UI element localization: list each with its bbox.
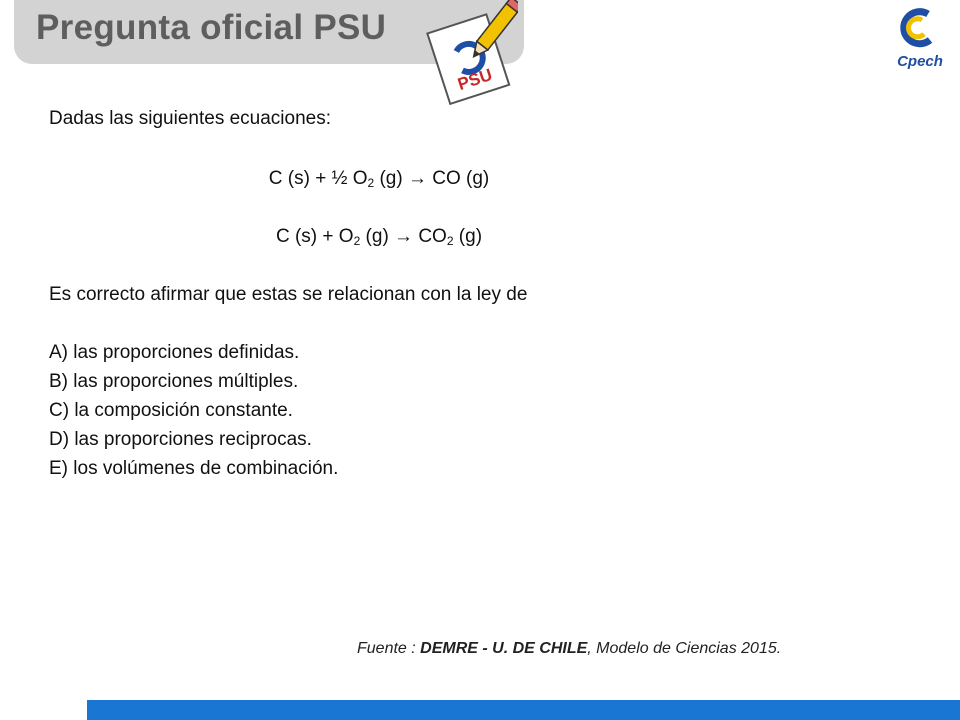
source-prefix: Fuente : xyxy=(357,640,421,657)
equation-1-left: C (s) + ½ O xyxy=(268,168,368,189)
equation-2 xyxy=(49,226,709,248)
equation-1 xyxy=(49,168,709,190)
equation-2-right: (g) xyxy=(453,226,483,247)
equation-2-subscript-1: 2 xyxy=(353,234,361,248)
option-c: C) la composición constante. xyxy=(49,400,293,421)
equation-2-subscript-2: 2 xyxy=(446,234,454,248)
option-a: A) las proporciones definidas. xyxy=(49,342,300,363)
source-institution: DEMRE - U. DE CHILE xyxy=(420,640,588,657)
option-b: B) las proporciones múltiples. xyxy=(49,371,299,392)
question-prompt: Es correcto afirmar que estas se relacionan con la ley de xyxy=(49,284,528,305)
cpech-logo xyxy=(888,6,952,70)
page-title: Pregunta oficial PSU xyxy=(36,8,387,47)
source-suffix: , Modelo de Ciencias 2015. xyxy=(587,640,782,657)
answer-options xyxy=(49,338,338,483)
psu-pencil-icon xyxy=(418,0,518,106)
equation-2-middle: (g) → CO xyxy=(360,226,447,247)
cpech-logo-mark xyxy=(888,6,952,50)
psu-icon-label: PSU xyxy=(455,65,495,94)
option-e: E) los volúmenes de combinación. xyxy=(49,458,339,479)
equation-1-right: (g) → CO (g) xyxy=(374,168,490,189)
option-d: D) las proporciones reciprocas. xyxy=(49,429,312,450)
source-citation xyxy=(357,640,781,658)
logo-text: Cpech xyxy=(897,53,943,70)
equation-2-left: C (s) + O xyxy=(275,226,354,247)
equation-1-subscript: 2 xyxy=(367,176,375,190)
footer-bar xyxy=(87,700,960,720)
question-intro: Dadas las siguientes ecuaciones: xyxy=(49,108,332,129)
